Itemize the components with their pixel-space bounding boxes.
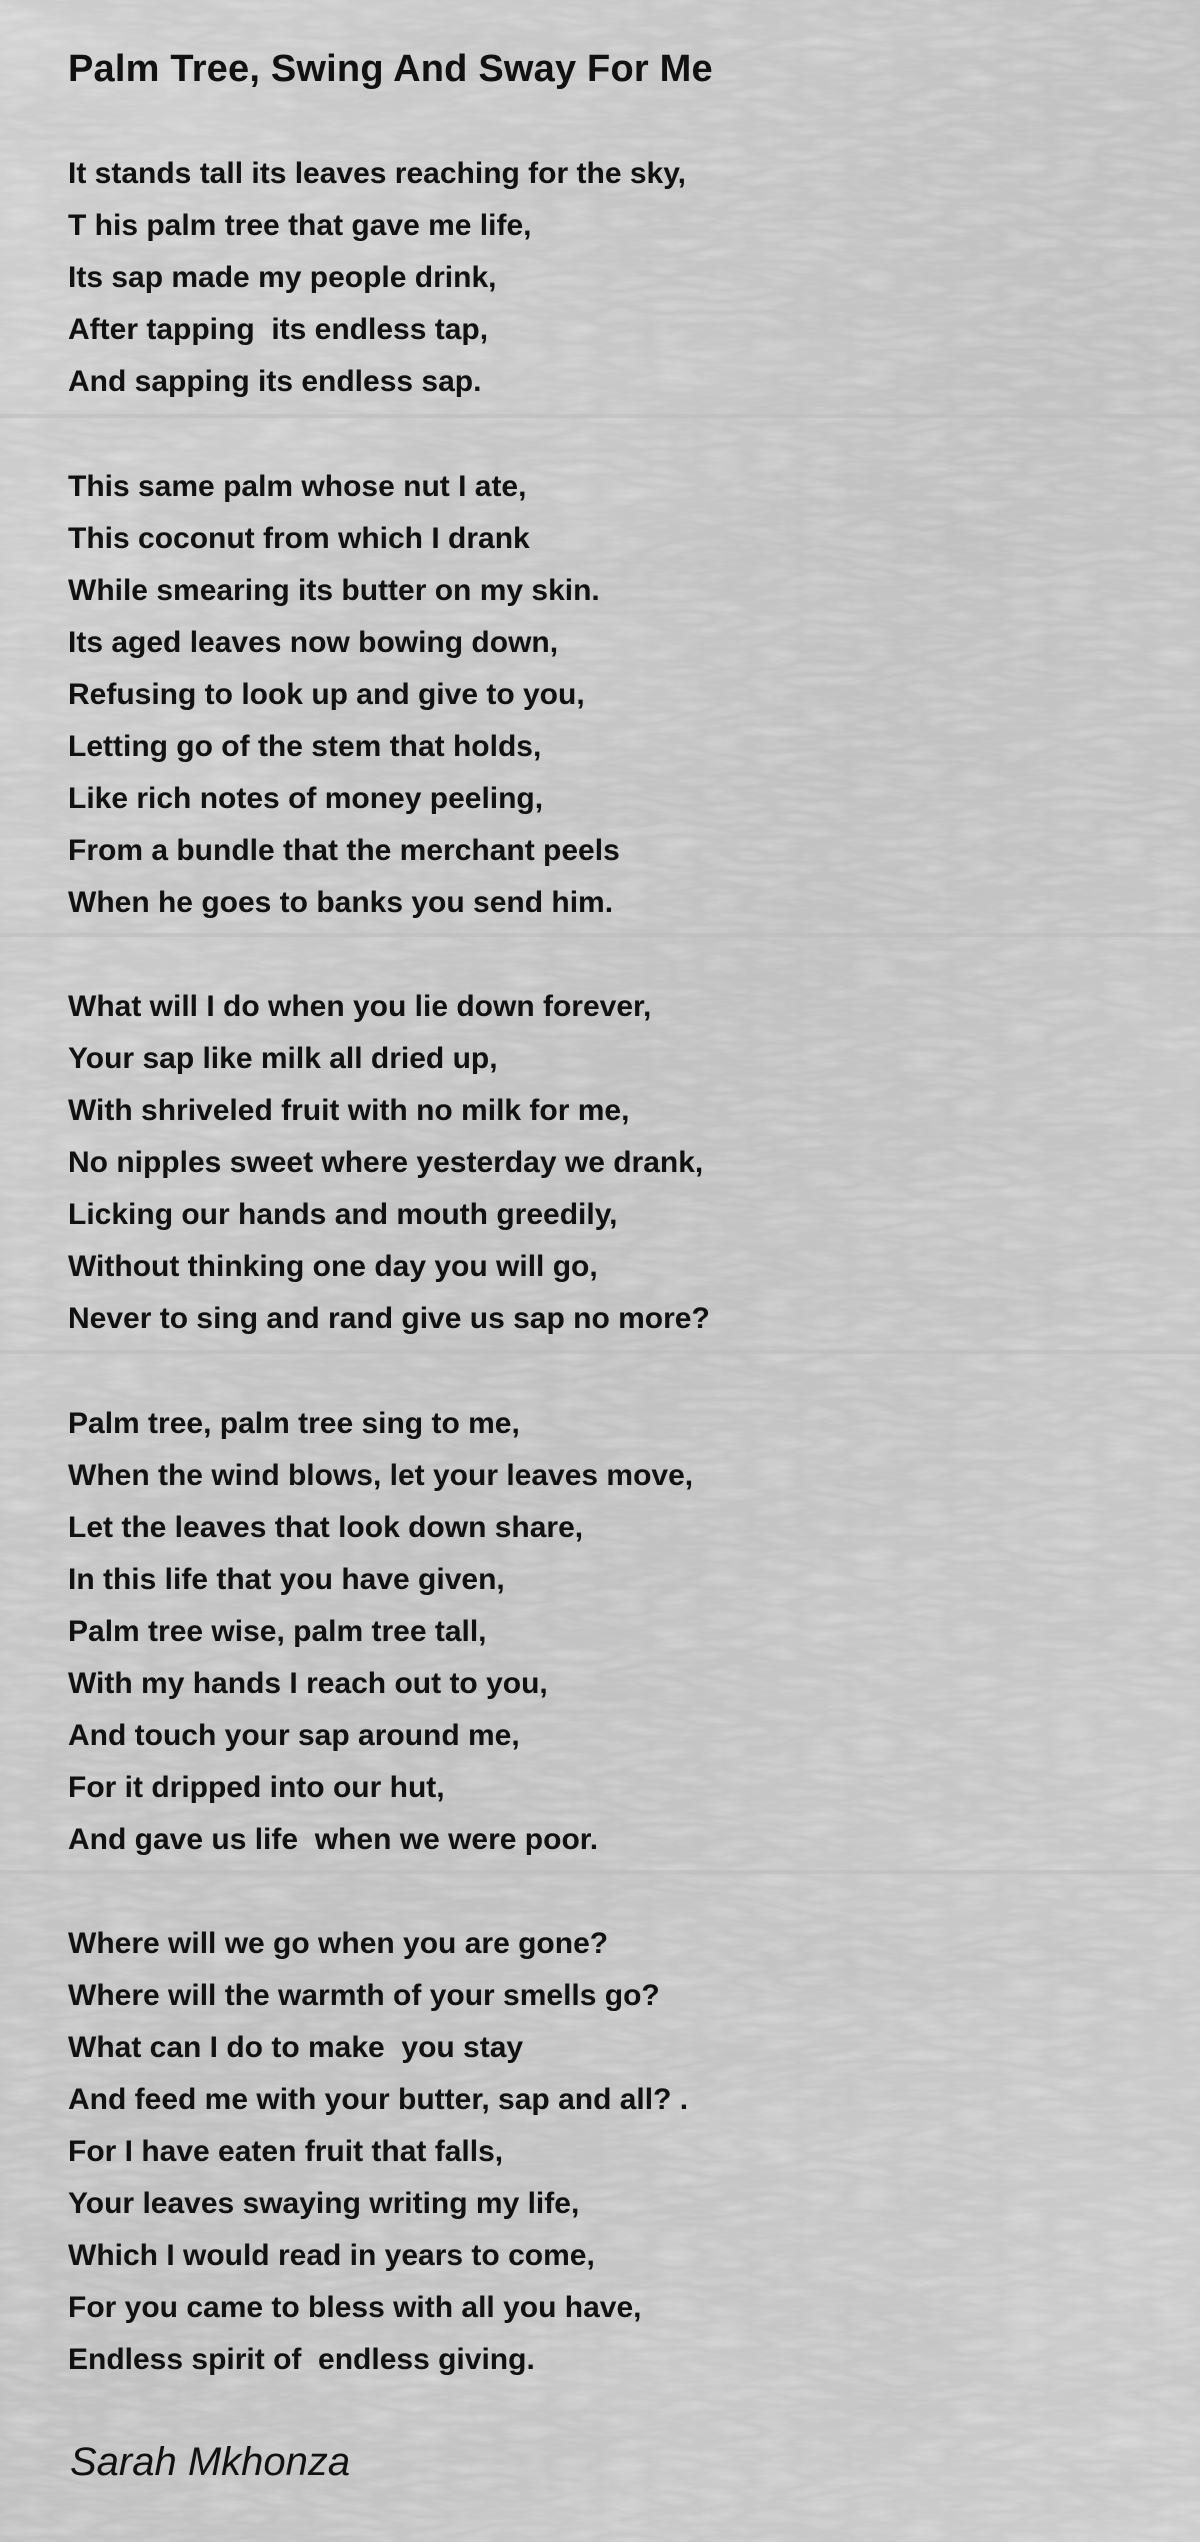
poem-line: Letting go of the stem that holds, [68, 730, 542, 763]
poem-line: For you came to bless with all you have, [68, 2291, 642, 2324]
stanza-2 [68, 461, 620, 929]
poem-line: For it dripped into our hut, [68, 1771, 445, 1804]
poem-line: When the wind blows, let your leaves move, [68, 1459, 694, 1492]
stanza-5 [68, 1918, 688, 2386]
poem-author: Sarah Mkhonza [70, 2440, 351, 2484]
poem-line: T his palm tree that gave me life, [68, 209, 532, 242]
poem-title: Palm Tree, Swing And Sway For Me [68, 48, 713, 90]
poem-line: Where will we go when you are gone? [68, 1927, 609, 1960]
poem-line: And touch your sap around me, [68, 1719, 520, 1752]
poem-line: Let the leaves that look down share, [68, 1511, 584, 1544]
poem-line: What will I do when you lie down forever, [68, 990, 652, 1023]
poem-line: This same palm whose nut I ate, [68, 470, 527, 503]
poem-line: From a bundle that the merchant peels [68, 834, 620, 867]
poem-line: Its aged leaves now bowing down, [68, 626, 559, 659]
stanza-4 [68, 1398, 693, 1866]
poem-line: Palm tree, palm tree sing to me, [68, 1407, 520, 1440]
poem-line: For I have eaten fruit that falls, [68, 2135, 504, 2168]
poem-line: This coconut from which I drank [68, 522, 530, 555]
poem-line: Licking our hands and mouth greedily, [68, 1198, 618, 1231]
poem-line: No nipples sweet where yesterday we drank, [68, 1146, 704, 1179]
poem-line: Its sap made my people drink, [68, 261, 497, 294]
poem-line: What can I do to make you stay [68, 2031, 524, 2064]
poem-line: Endless spirit of endless giving. [68, 2343, 535, 2376]
poem-line: In this life that you have given, [68, 1563, 505, 1596]
poem-line: With my hands I reach out to you, [68, 1667, 548, 1700]
poem-line: Like rich notes of money peeling, [68, 782, 544, 815]
poem-line: Without thinking one day you will go, [68, 1250, 598, 1283]
poem-line: And gave us life when we were poor. [68, 1823, 599, 1856]
poem-line: Never to sing and rand give us sap no more? [68, 1302, 710, 1335]
poem-line: While smearing its butter on my skin. [68, 574, 600, 607]
poem-line: Refusing to look up and give to you, [68, 678, 585, 711]
poem-line: And feed me with your butter, sap and all? . [68, 2083, 689, 2116]
stanza-1 [68, 148, 686, 408]
poem-line: Your leaves swaying writing my life, [68, 2187, 580, 2220]
poem-line: And sapping its endless sap. [68, 365, 482, 398]
stanza-3 [68, 981, 710, 1345]
poem-line: It stands tall its leaves reaching for the sky, [68, 157, 687, 190]
poem-line: After tapping its endless tap, [68, 313, 489, 346]
poem-line: Your sap like milk all dried up, [68, 1042, 498, 1075]
poem-line: Where will the warmth of your smells go? [68, 1979, 660, 2012]
poem-line: Which I would read in years to come, [68, 2239, 595, 2272]
poem-line: Palm tree wise, palm tree tall, [68, 1615, 487, 1648]
poem-line: When he goes to banks you send him. [68, 886, 614, 919]
poem-line: With shriveled fruit with no milk for me, [68, 1094, 630, 1127]
